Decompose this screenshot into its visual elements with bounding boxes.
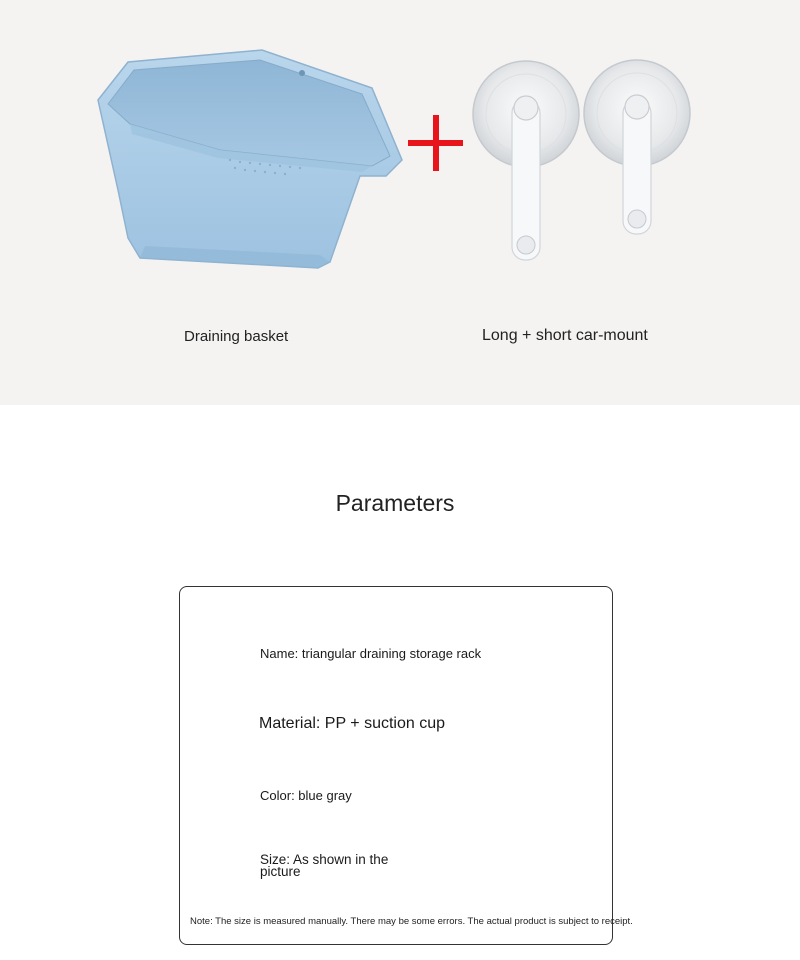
param-color: Color: blue gray	[260, 788, 352, 803]
long-suction-hook-image	[473, 61, 579, 260]
param-material: Material: PP + suction cup	[259, 715, 446, 732]
draining-basket-image	[98, 50, 402, 268]
product-hero	[0, 0, 800, 405]
short-suction-hook-image	[584, 60, 690, 234]
basket-caption: Draining basket	[184, 328, 289, 345]
parameters-box	[179, 586, 633, 945]
plus-icon	[408, 115, 463, 171]
hooks-caption: Long + short car-mount	[482, 327, 648, 344]
product-illustration	[0, 0, 800, 405]
measurement-note: Note: The size is measured manually. There may be some errors. The actual product is subject to receipt.	[190, 916, 633, 927]
param-size: Size: As shown in the picture	[260, 852, 389, 879]
parameters-title: Parameters	[335, 490, 455, 516]
param-name: Name: triangular draining storage rack	[260, 646, 482, 661]
